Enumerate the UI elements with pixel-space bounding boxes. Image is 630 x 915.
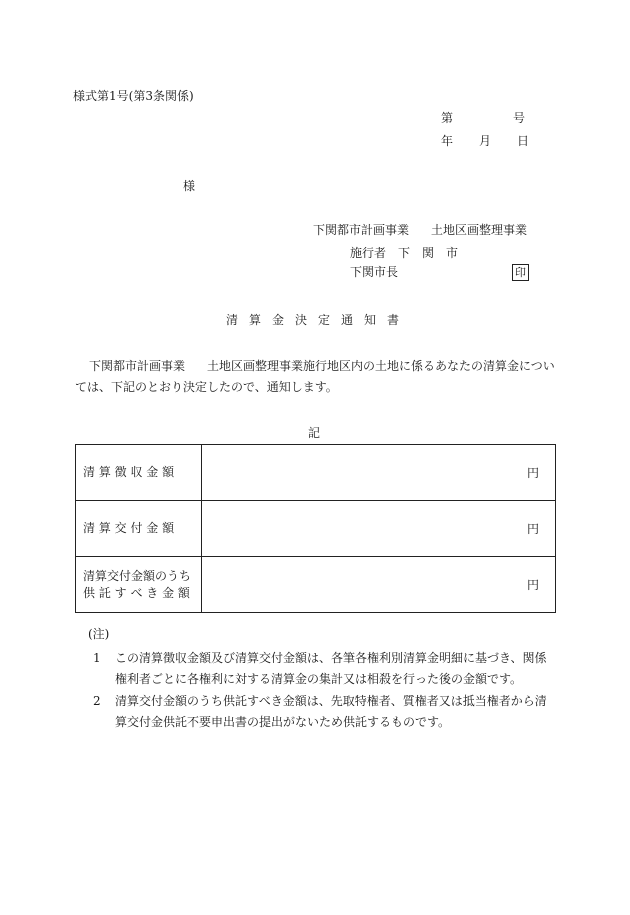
note-number: 1 — [93, 651, 101, 665]
number-suffix: 号 — [513, 111, 526, 125]
ki-heading: 記 — [308, 426, 321, 440]
table-row — [76, 501, 556, 557]
table-row — [76, 557, 556, 613]
note-item — [93, 648, 555, 690]
table-row — [76, 445, 556, 501]
project-name: 下関都市計画事業 — [313, 223, 410, 237]
yen-unit: 円 — [526, 578, 539, 592]
executor-name-char: 下 — [398, 246, 411, 260]
body-paragraph — [75, 356, 560, 398]
seal-mark: 印 — [512, 264, 529, 281]
form-number-label: 様式第1号(第3条関係) — [73, 89, 194, 103]
row-label: 清 算 交 付 金 額 — [76, 501, 202, 557]
date-year: 年 — [441, 134, 454, 148]
note-text: 清算交付金額のうち供託すべき金額は、先取特権者、質権者又は抵当権者から清算交付金供託不要申出書の提出がないため供託するものです。 — [115, 694, 547, 729]
amount-table — [75, 444, 556, 613]
note-item — [93, 691, 555, 733]
note-text: この清算徴収金額及び清算交付金額は、各筆各権利別清算金明細に基づき、関係権利者ごとに各権利に対する清算金の集計又は相殺を行った後の金額です。 — [115, 651, 547, 686]
notes-heading: (注) — [88, 627, 110, 641]
note-number: 2 — [93, 694, 101, 708]
executor-line — [350, 245, 458, 261]
yen-unit: 円 — [526, 522, 539, 536]
addressee-suffix: 様 — [183, 179, 196, 193]
executor-label: 施行者 — [350, 246, 387, 260]
amount-cell — [202, 445, 556, 501]
date-day: 日 — [517, 134, 530, 148]
date-line — [441, 133, 529, 149]
row-label — [76, 557, 202, 613]
row-label-line: 供 託 す べ き 金 額 — [83, 585, 190, 600]
date-month: 月 — [479, 134, 492, 148]
yen-unit: 円 — [526, 466, 539, 480]
amount-cell — [202, 557, 556, 613]
number-prefix: 第 — [441, 111, 454, 125]
project-type: 土地区画整理事業 — [431, 223, 528, 237]
mayor-name: 下関市長 — [350, 265, 399, 279]
issuer-project-line — [313, 222, 527, 238]
amount-cell — [202, 501, 556, 557]
executor-name-char: 関 — [422, 246, 435, 260]
document-number-line — [441, 110, 525, 126]
body-project-name: 下関都市計画事業 — [89, 359, 186, 373]
body-text-main: 土地区画整理事業施行地区内の土地に係るあなたの清算金については、下記のとおり決定したので、通知します。 — [75, 359, 555, 394]
document-title: 清算金決定通知書 — [226, 313, 411, 327]
executor-name-char: 市 — [446, 246, 459, 260]
row-label-line: 清算交付金額のうち — [83, 568, 192, 583]
row-label: 清 算 徴 収 金 額 — [76, 445, 202, 501]
